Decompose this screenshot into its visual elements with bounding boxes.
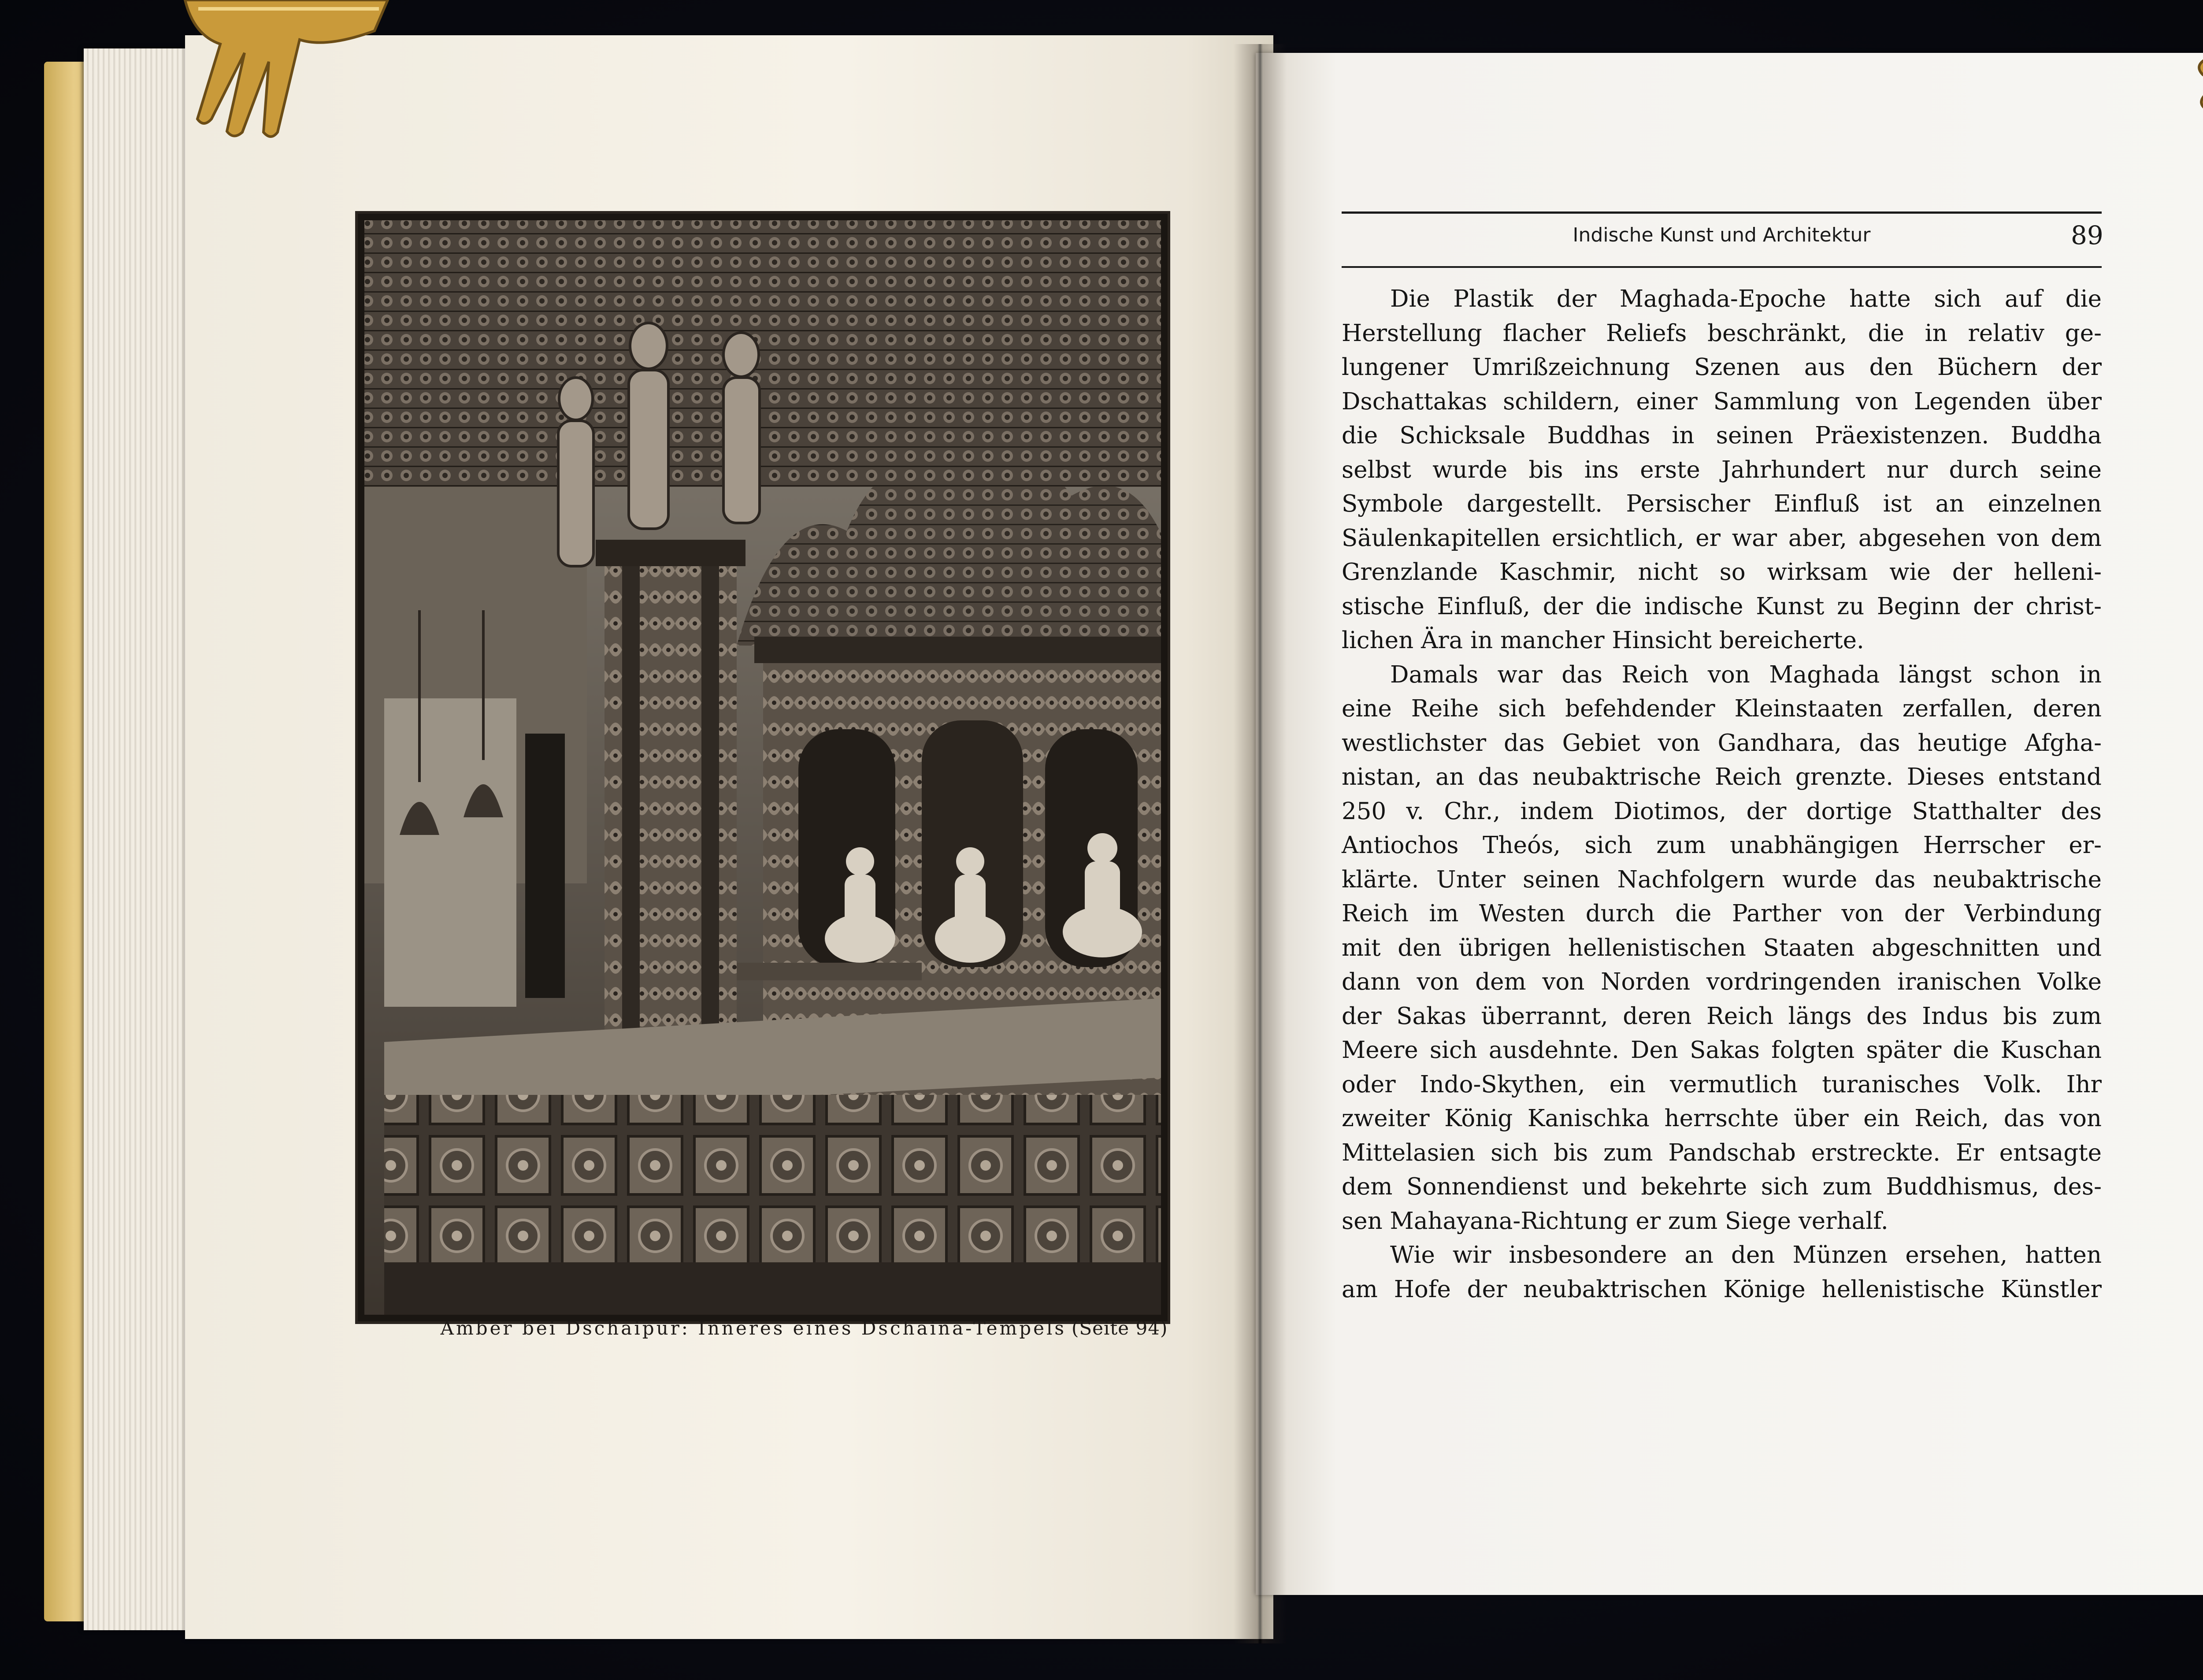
text-line: selbst wurde bis ins erste Jahrhundert nur durch seine (1342, 456, 2102, 483)
plate-caption-text: Amber bei Dschaipur: Inneres eines Dschaina-Tempels (440, 1317, 1066, 1339)
header-rule-bottom (1342, 266, 2102, 268)
body-text (1342, 282, 2102, 1306)
plate-caption (410, 1317, 1198, 1339)
text-line: Reich im Westen durch die Parther von der Verbindung (1342, 900, 2102, 927)
header-rule-top (1342, 211, 2102, 214)
book-gutter (1234, 44, 1287, 1643)
text-line: am Hofe der neubaktrischen Könige hellenistische Künstler (1342, 1276, 2102, 1303)
brass-hand-clip-right-icon (2194, 0, 2203, 211)
text-line: der Sakas überrannt, deren Reich längs des Indus bis zum (1342, 1002, 2102, 1030)
plate-page-reference: (Seite 94) (1071, 1317, 1168, 1339)
text-line: lichen Ära in mancher Hinsicht bereicherte. (1342, 627, 1864, 654)
running-head-title: Indische Kunst und Architektur (1573, 224, 1871, 246)
text-line: sen Mahayana-Richtung er zum Siege verhalf. (1342, 1207, 1888, 1235)
text-line: dann von dem von Norden vordringenden iranischen Volke (1342, 968, 2102, 995)
text-line: klärte. Unter seinen Nachfolgern wurde das neubaktrische (1342, 866, 2102, 893)
text-line: stische Einfluß, der die indische Kunst zu Beginn der christ- (1342, 593, 2102, 620)
text-line: westlichster das Gebiet von Gandhara, das heutige Afgha- (1342, 729, 2102, 757)
text-line: Grenzlande Kaschmir, nicht so wirksam wie der helleni- (1342, 559, 2102, 586)
text-line: eine Reihe sich befehdender Kleinstaaten zerfallen, deren (1342, 695, 2102, 722)
text-line: Die Plastik der Maghada-Epoche hatte sich auf die (1390, 286, 2102, 312)
text-line: Mittelasien sich bis zum Pandschab erstreckte. Er entsagte (1342, 1139, 2102, 1166)
text-line: nistan, an das neubaktrische Reich grenzte. Dieses entstand (1342, 764, 2102, 790)
text-line: oder Indo-Skythen, ein vermutlich turanisches Volk. Ihr (1342, 1071, 2102, 1098)
text-line: Säulenkapitellen ersichtlich, er war aber, abgesehen von dem (1342, 524, 2102, 552)
left-page-stack (84, 48, 198, 1630)
text-line: Dschattakas schildern, einer Sammlung von Legenden über (1342, 388, 2102, 415)
text-line: zweiter König Kanischka herrschte über ein Reich, das von (1342, 1105, 2102, 1132)
text-line: die Schicksale Buddhas in seinen Präexistenzen. Buddha (1342, 422, 2102, 449)
text-line: Symbole dargestellt. Persischer Einfluß ist an einzelnen (1342, 490, 2102, 517)
text-line: mit den übrigen hellenistischen Staaten abgeschnitten und (1342, 934, 2102, 961)
text-line: Wie wir insbesondere an den Münzen ersehen, hatten (1390, 1242, 2102, 1268)
text-line: dem Sonnendienst und bekehrte sich zum Buddhismus, des- (1342, 1173, 2102, 1200)
text-line: Antiochos Theós, sich zum unabhängigen Herrscher er- (1342, 832, 2102, 859)
text-line: lungener Umrißzeichnung Szenen aus den Büchern der (1342, 354, 2102, 381)
text-line: 250 v. Chr., indem Diotimos, der dortige Statthalter des (1342, 797, 2102, 825)
text-line: Herstellung flacher Reliefs beschränkt, die in relativ ge- (1342, 319, 2102, 347)
text-line: Damals war das Reich von Maghada längst schon in (1390, 661, 2102, 688)
temple-interior-photo (355, 211, 1170, 1324)
text-line: Meere sich ausdehnte. Den Sakas folgten später die Kuschan (1342, 1037, 2102, 1064)
page-number: 89 (2071, 220, 2103, 250)
brass-hand-clip-left-icon (167, 0, 397, 141)
